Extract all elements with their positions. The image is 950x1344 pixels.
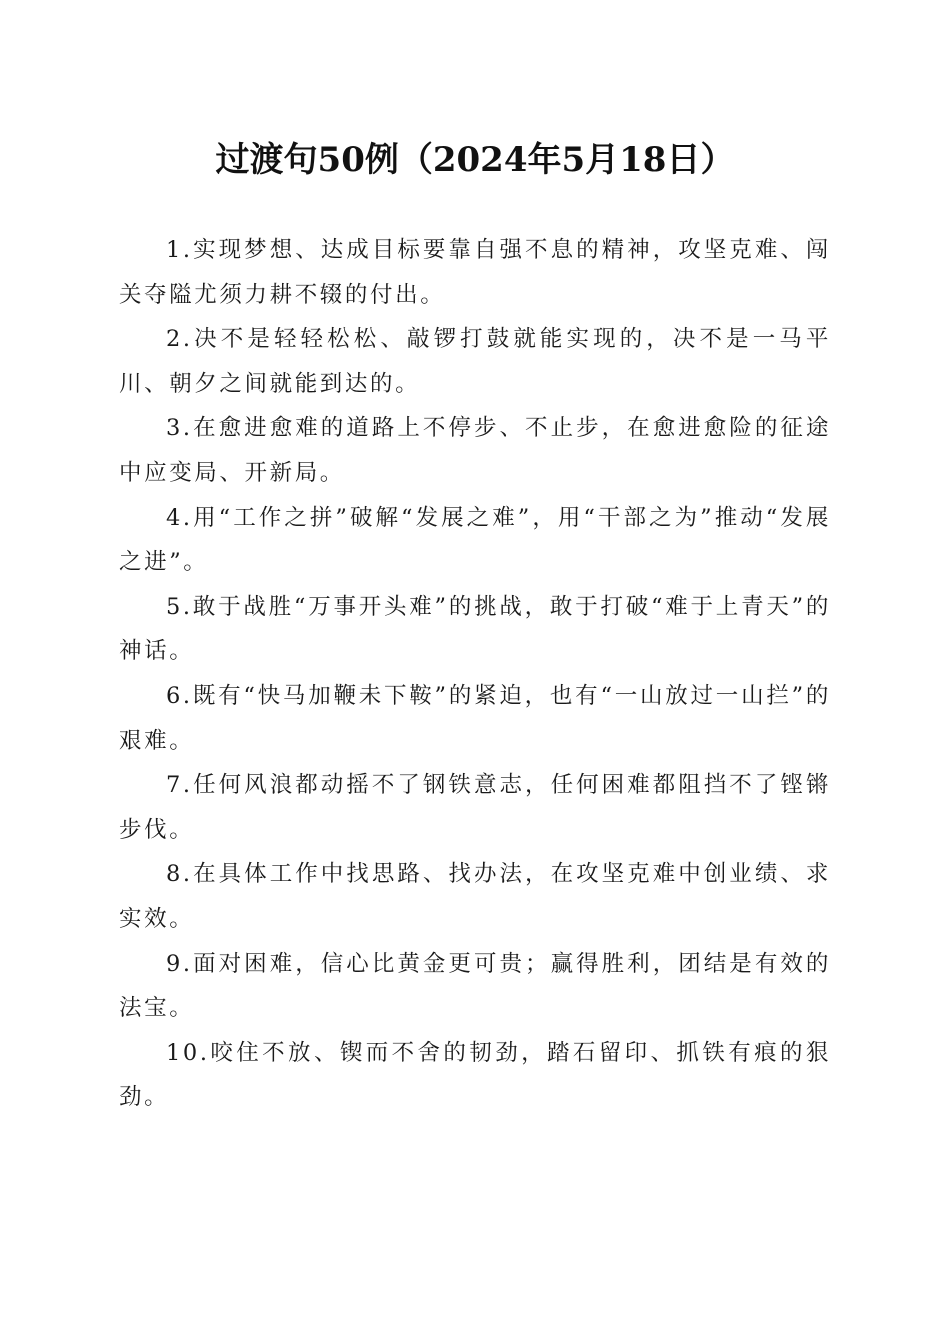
- paragraph-6: 6.既有“快马加鞭未下鞍”的紧迫，也有“一山放过一山拦”的艰难。: [119, 682, 831, 754]
- paragraph-4: 4.用“工作之拼”破解“发展之难”，用“干部之为”推动“发展之进”。: [119, 504, 831, 576]
- paragraph-7: 7.任何风浪都动摇不了钢铁意志，任何困难都阻挡不了铿锵步伐。: [119, 772, 831, 843]
- paragraph-10: 10.咬住不放、锲而不舍的韧劲，踏石留印、抓铁有痕的狠劲。: [119, 1039, 831, 1111]
- paragraph-9: 9.面对困难，信心比黄金更可贵；赢得胜利，团结是有效的法宝。: [119, 950, 831, 1022]
- paragraph-2: 2.决不是轻轻松松、敲锣打鼓就能实现的，决不是一马平川、朝夕之间就能到达的。: [119, 326, 831, 397]
- document-title: 过渡句50例（2024年5月18日）: [215, 140, 735, 180]
- paragraph-8: 8.在具体工作中找思路、找办法，在攻坚克难中创业绩、求实效。: [119, 861, 831, 932]
- paragraph-1: 1.实现梦想、达成目标要靠自强不息的精神，攻坚克难、闯关夺隘尤须力耕不辍的付出。: [119, 237, 831, 308]
- paragraph-3: 3.在愈进愈难的道路上不停步、不止步，在愈进愈险的征途中应变局、开新局。: [119, 415, 831, 486]
- paragraph-list: [119, 228, 831, 1120]
- paragraph-5: 5.敢于战胜“万事开头难”的挑战，敢于打破“难于上青天”的神话。: [119, 593, 831, 665]
